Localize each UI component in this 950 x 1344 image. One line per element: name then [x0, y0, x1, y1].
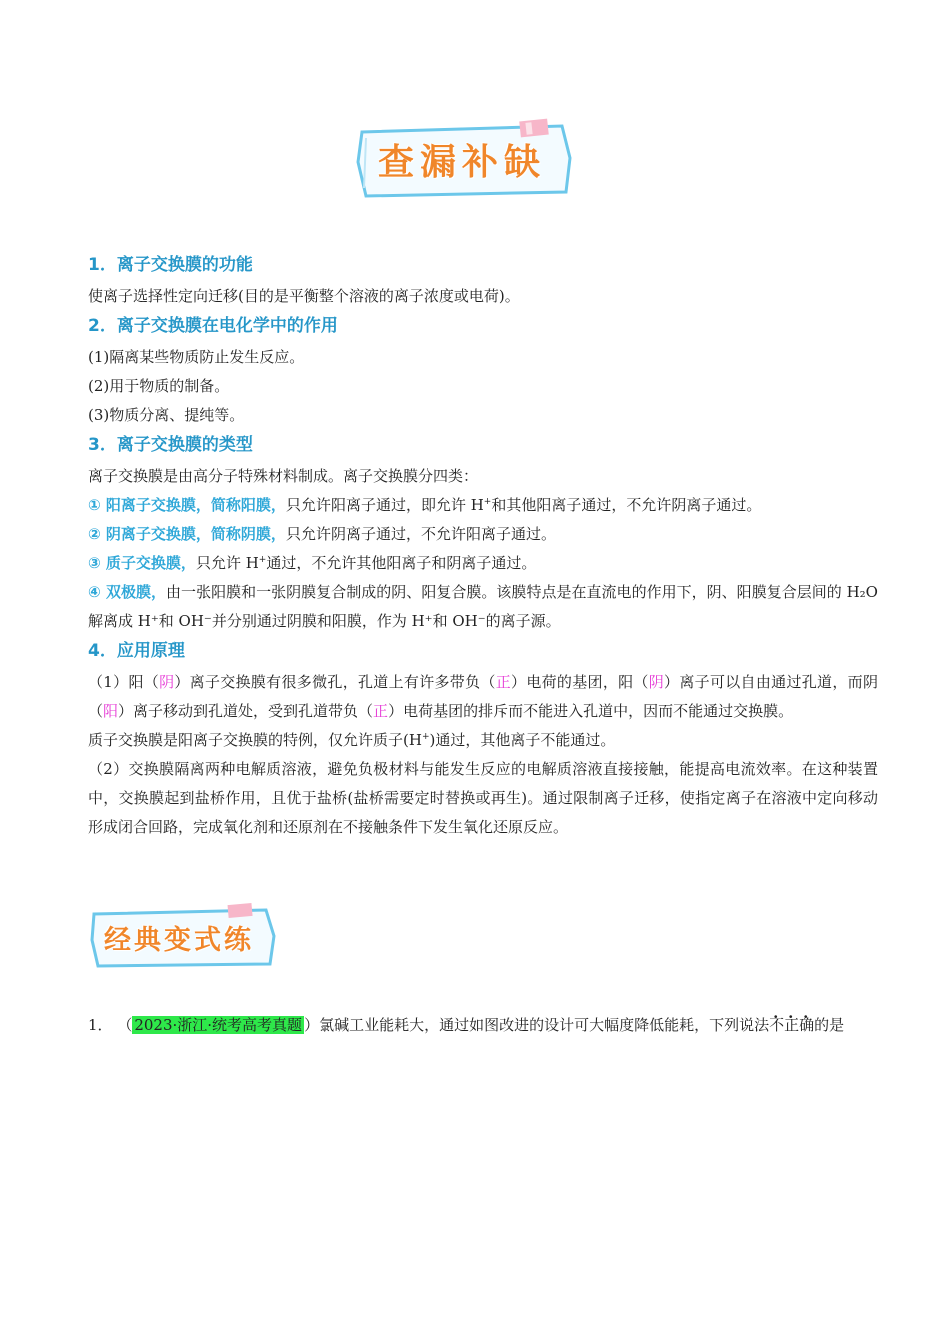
- type-label: ② 阴离子交换膜，简称阴膜，: [88, 525, 286, 543]
- superscript: +: [483, 497, 492, 507]
- type-text: 和其他阳离子通过，不允许阴离子通过。: [491, 496, 762, 514]
- superscript: +: [421, 732, 430, 742]
- text-run: ）离子移动到孔道处，受到孔道带负（: [118, 702, 374, 720]
- membrane-type-item: [88, 491, 878, 520]
- membrane-type-item: [88, 549, 878, 578]
- type-label: ③ 质子交换膜，: [88, 554, 196, 572]
- highlight-text: 阳: [103, 702, 119, 720]
- emphasis-char: 确: [799, 1016, 815, 1034]
- source-tag: 2023·浙江·统考高考真题: [134, 1016, 303, 1034]
- paragraph: 使离子选择性定向迁移(目的是平衡整个溶液的离子浓度或电荷)。: [88, 287, 520, 305]
- highlight-text: 阴: [648, 673, 665, 691]
- paragraph: 离子交换膜是由高分子特殊材料制成。离子交换膜分四类：: [88, 467, 479, 485]
- paragraph: [88, 668, 878, 726]
- list-item: (2)用于物质的制备。: [88, 377, 230, 395]
- section-banner-bottom: [88, 902, 278, 970]
- highlight-text: 阴: [159, 673, 175, 691]
- text-run: )通过，其他离子不能通过。: [429, 731, 616, 749]
- paren-close: ）: [304, 1016, 320, 1034]
- banner-title: 查漏补缺: [378, 142, 547, 183]
- type-text: 通过，不允许其他阳离子和阴离子通过。: [266, 554, 537, 572]
- main-content: [88, 250, 878, 842]
- emphasis-char: 不: [769, 1016, 785, 1034]
- highlight-text: 正: [373, 702, 389, 720]
- membrane-type-item: [88, 578, 878, 636]
- question-text: 的是: [814, 1016, 845, 1034]
- paragraph: [88, 726, 878, 755]
- highlight-text: 正: [495, 673, 512, 691]
- list-item: (1)隔离某些物质防止发生反应。: [88, 348, 305, 366]
- type-text: 由一张阳膜和一张阴膜复合制成的阴、阳复合膜。该膜特点是在直流电的作用下，阴、阳膜复合层间的 H₂O 解离成 H⁺和 OH⁻并分别通过阴膜和阳膜，作为 H⁺和 OH⁻的离子源。: [88, 583, 878, 630]
- section-heading: 2．离子交换膜在电化学中的作用: [88, 316, 338, 336]
- membrane-type-item: [88, 520, 878, 549]
- question-item: [88, 1009, 870, 1041]
- paren-open: （: [117, 1016, 133, 1034]
- question-text: 氯碱工业能耗大，通过如图改进的设计可大幅度降低能耗，下列说法: [319, 1016, 770, 1034]
- section-banner-top: [352, 118, 580, 200]
- emphasis-char: 正: [784, 1016, 800, 1034]
- text-run: ）离子可以自由通过孔道，而阴（: [88, 673, 878, 720]
- text-run: ）电荷基团的排斥而不能进入孔道中，因而不能通过交换膜。: [388, 702, 794, 720]
- type-text: 只允许 H: [195, 554, 259, 572]
- text-run: （1）阳（: [88, 673, 160, 691]
- section-heading: 3．离子交换膜的类型: [88, 435, 253, 455]
- question-number: 1．: [88, 1016, 113, 1034]
- list-item: (3)物质分离、提纯等。: [88, 406, 245, 424]
- text-run: ）电荷的基团，阳（: [511, 673, 649, 691]
- superscript: +: [258, 555, 267, 565]
- paragraph: （2）交换膜隔离两种电解质溶液，避免负极材料与能发生反应的电解质溶液直接接触，能提高电流效率。在这种装置中，交换膜起到盐桥作用，且优于盐桥(盐桥需要定时替换或再生)。通过限制离子迁移，使指定离子在溶液中定向移动形成闭合回路，完成氧化剂和还原剂在不接触条件下发生氧化还原反应。: [88, 760, 878, 836]
- type-label: ① 阳离子交换膜，简称阳膜，: [88, 496, 286, 514]
- banner-title: 经典变式练: [104, 925, 254, 956]
- section-heading: 1．离子交换膜的功能: [88, 255, 253, 275]
- type-text: 只允许阳离子通过，即允许 H: [285, 496, 484, 514]
- type-label: ④ 双极膜，: [88, 583, 167, 601]
- type-text: 只允许阴离子通过，不允许阳离子通过。: [285, 525, 556, 543]
- text-run: ）离子交换膜有很多微孔，孔道上有许多带负（: [174, 673, 496, 691]
- text-run: 质子交换膜是阳离子交换膜的特例，仅允许质子(H: [88, 731, 422, 749]
- section-heading: 4．应用原理: [88, 641, 185, 661]
